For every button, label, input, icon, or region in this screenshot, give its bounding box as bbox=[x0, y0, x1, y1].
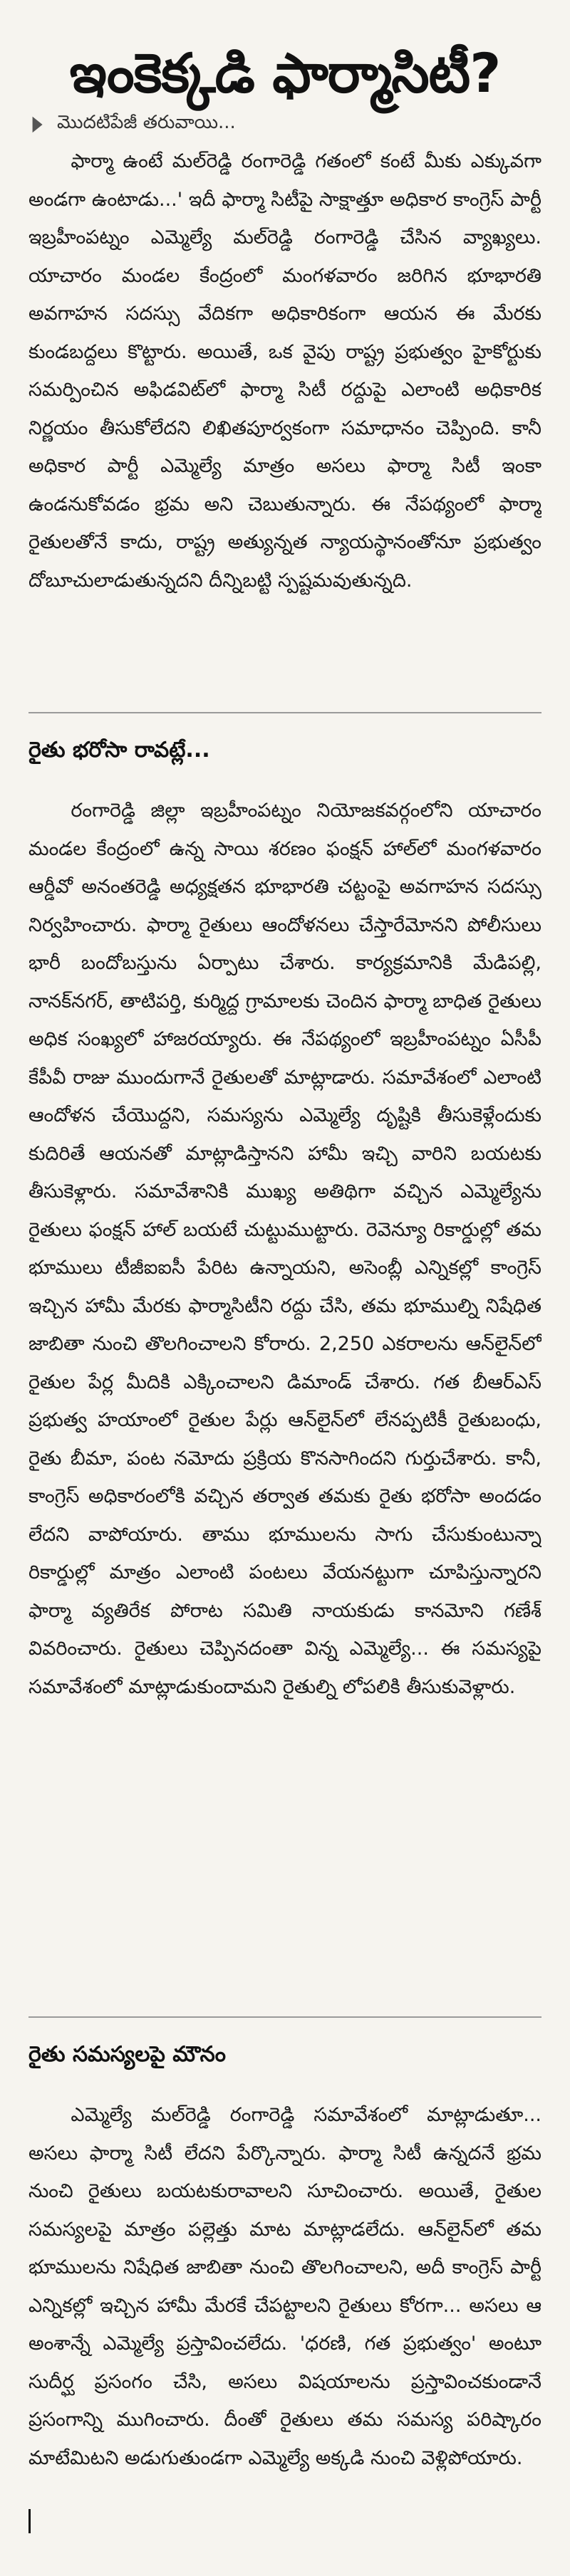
text-cursor bbox=[28, 2509, 31, 2533]
section-heading: రైతు భరోసా రావట్లే... bbox=[28, 738, 210, 763]
section-rythu-bharosa bbox=[28, 713, 542, 2016]
chevron-right-icon bbox=[28, 115, 48, 135]
section-body: ఎమ్మెల్యే మల్‌రెడ్డి రంగారెడ్డి సమావేశంలో మాట్లాడుతూ... అసలు ఫార్మా సిటీ లేదని పేర్కొన్నారు. ఫార్మా సిటీ ఉన్నదనే భ్రమ నుంచి రైతులు బయటకురావాలని సూచించారు. అయితే, రైతుల సమస్యలపై మాత్రం పల్లెత్తు మాట మాట్లాడలేదు. ఆన్‌లైన్‌లో తమ భూములను నిషేధిత జాబితా నుంచి తొలగించాలని, అదీ కాంగ్రెస్ పార్టీ ఎన్నికల్లో ఇచ్చిన హామీ మేరకే చేపట్టాలని రైతులు కోరగా... అసలు ఆ అంశాన్నే ఎమ్మెల్యే ప్రస్తావించలేదు. 'ధరణి, గత ప్రభుత్వం' అంటూ సుదీర్ఘ ప్రసంగం చేసి, అసలు విషయాలను ప్రస్తావించకుండానే ప్రసంగాన్ని ముగించారు. దీంతో రైతులు తమ సమస్య పరిష్కారం మాటేమిటని అడుగుతుండగా ఎమ్మెల్యే అక్కడి నుంచి వెళ్లిపోయారు. bbox=[28, 2104, 542, 2469]
kicker-text: మొదటిపేజీ తరువాయి... bbox=[57, 112, 236, 133]
intro-paragraph: ఫార్మా ఉంటే మల్‌రెడ్డి రంగారెడ్డి గతంలో కంటే మీకు ఎక్కువగా అండగా ఉంటాడు...' ఇదీ ఫార్మా సిటీపై సాక్షాత్తూ అధికార కాంగ్రెస్ పార్టీ ఇబ్రహీంపట్నం ఎమ్మెల్యే మల్‌రెడ్డి రంగారెడ్డి చేసిన వ్యాఖ్యలు. యాచారం మండల కేంద్రంలో మంగళవారం జరిగిన భూభారతి అవగాహన సదస్సు వేదికగా అధికారికంగా ఆయన ఈ మేరకు కుండబద్దలు కొట్టారు. అయితే, ఒక వైపు రాష్ట్ర ప్రభుత్వం హైకోర్టుకు సమర్పించిన అఫిడవిట్‌లో ఫార్మా సిటీ రద్దుపై ఎలాంటి అధికారిక నిర్ణయం తీసుకోలేదని లిఖితపూర్వకంగా సమాధానం చెప్పింది. కానీ అధికార పార్టీ ఎమ్మెల్యే మాత్రం అసలు ఫార్మా సిటీ ఇంకా ఉండనుకోవడం భ్రమ అని చెబుతున్నారు. ఈ నేపథ్యంలో ఫార్మా రైతులతోనే కాదు, రాష్ట్ర అత్యున్నత న్యాయస్థానంతోనూ ప్రభుత్వం దోబూచులాడుతున్నదని దీన్నిబట్టి స్పష్టమవుతున్నది. bbox=[28, 150, 542, 592]
section-body: రంగారెడ్డి జిల్లా ఇబ్రహీంపట్నం నియోజకవర్గంలోని యాచారం మండల కేంద్రంలో ఉన్న సాయి శరణం ఫంక్షన్ హాల్‌లో మంగళవారం ఆర్డీవో అనంతరెడ్డి అధ్యక్షతన భూభారతి చట్టంపై అవగాహన సదస్సు నిర్వహించారు. ఫార్మా రైతులు ఆందోళనలు చేస్తారేమోనని పోలీసులు భారీ బందోబస్తును ఏర్పాటు చేశారు. కార్యక్రమానికి మేడిపల్లి, నానక్‌నగర్, తాటిపర్తి, కుర్మిద్ద గ్రామాలకు చెందిన ఫార్మా బాధిత రైతులు అధిక సంఖ్యలో హాజరయ్యారు. ఈ నేపథ్యంలో ఇబ్రహీంపట్నం ఏసీపీ కేపీవీ రాజు ముందుగానే రైతులతో మాట్లాడారు. సమావేశంలో ఎలాంటి ఆందోళన చేయొద్దని, సమస్యను ఎమ్మెల్యే దృష్టికి తీసుకెళ్లేందుకు కుదిరితే ఆయనతో మాట్లాడిస్తానని హామీ ఇచ్చి వారిని బయటకు తీసుకెళ్లారు. సమావేశానికి ముఖ్య అతిథిగా వచ్చిన ఎమ్మెల్యేను రైతులు ఫంక్షన్ హాల్ బయటే చుట్టుముట్టారు. రెవెన్యూ రికార్డుల్లో తమ భూములు టీజీఐఐసీ పేరిట ఉన్నాయని, అసెంబ్లీ ఎన్నికల్లో కాంగ్రెస్ ఇచ్చిన హామీ మేరకు ఫార్మాసిటీని రద్దు చేసి, తమ భూముల్ని నిషేధిత జాబితా నుంచి తొలగించాలని కోరారు. 2,250 ఎకరాలను ఆన్‌లైన్‌లో రైతుల పేర్ల మీదికి ఎక్కించాలని డిమాండ్ చేశారు. గత బీఆర్ఎస్ ప్రభుత్వ హయాంలో రైతుల పేర్లు ఆన్‌లైన్‌లో లేనప్పటికీ రైతుబంధు, రైతు బీమా, పంట నమోదు ప్రక్రియ కొనసాగిందని గుర్తుచేశారు. కానీ, కాంగ్రెస్ అధికారంలోకి వచ్చిన తర్వాత తమకు రైతు భరోసా అందడం లేదని వాపోయారు. తాము భూములను సాగు చేసుకుంటున్నా రికార్డుల్లో మాత్రం ఎలాంటి పంటలు వేయనట్టుగా చూపిస్తున్నారని ఫార్మా వ్యతిరేక పోరాట సమితి నాయకుడు కానమోని గణేశ్ వివరించారు. రైతులు చెప్పినదంతా విన్న ఎమ్మెల్యే... ఈ సమస్యపై సమావేశంలో మాట్లాడుకుందామని రైతుల్ని లోపలికి తీసుకువెళ్లారు. bbox=[28, 800, 542, 1698]
section-rythu-samasyalu bbox=[28, 2018, 542, 2509]
article-headline: ఇంకెక్కడి ఫార్మాసిటీ? bbox=[69, 41, 501, 105]
section-heading: రైతు సమస్యలపై మౌనం bbox=[28, 2042, 226, 2067]
